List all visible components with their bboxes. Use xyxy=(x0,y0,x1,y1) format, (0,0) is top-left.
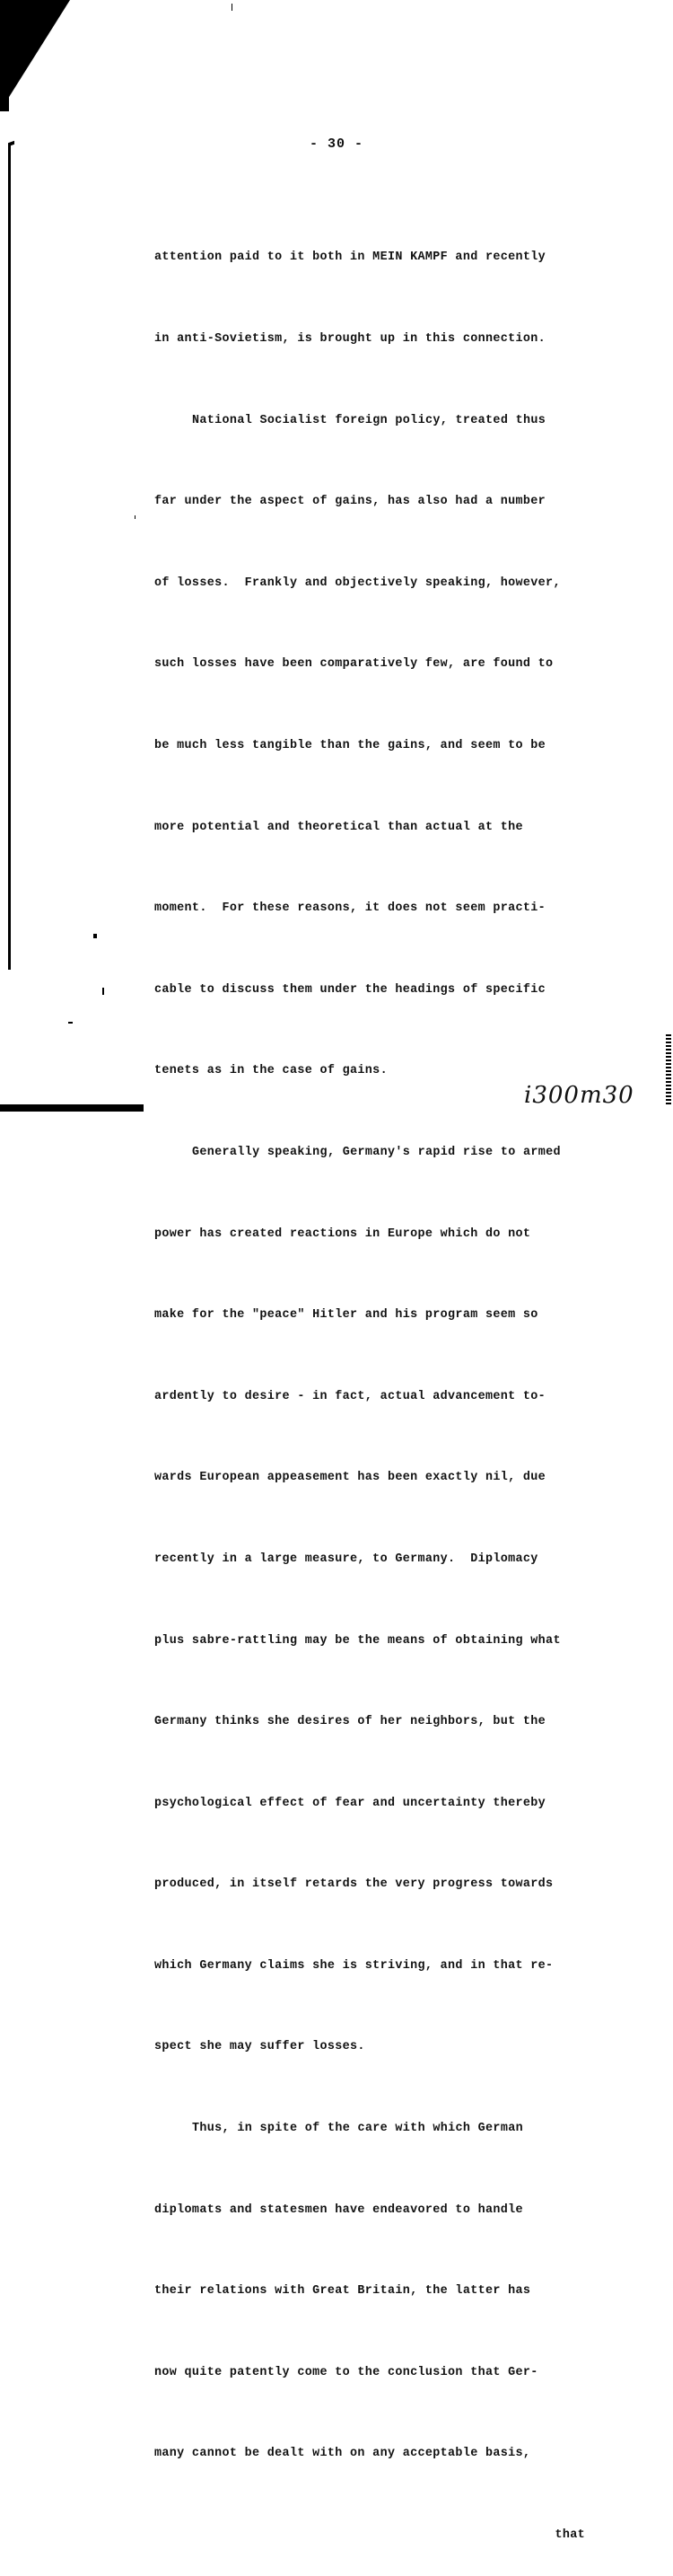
text-line: attention paid to it both in MEIN KAMPF and recently xyxy=(154,251,546,265)
text-line: spect she may suffer losses. xyxy=(154,2040,365,2054)
text-line: in anti-Sovietism, is brought up in this connection. xyxy=(154,332,546,346)
scan-bottom-edge xyxy=(0,1104,144,1112)
paragraph-start-line: National Socialist foreign policy, treated thus xyxy=(192,413,546,427)
text-line: recently in a large measure, to Germany. Diplomacy xyxy=(154,1552,538,1566)
scan-speck xyxy=(93,934,97,938)
text-line: plus sabre-rattling may be the means of obtaining what xyxy=(154,1633,561,1648)
text-line: tenets as in the case of gains. xyxy=(154,1064,388,1078)
scan-corner-fold xyxy=(0,0,70,111)
scan-speck xyxy=(102,988,104,995)
text-line: moment. For these reasons, it does not seem practi- xyxy=(154,901,546,916)
text-line: more potential and theoretical than actual at the xyxy=(154,820,523,834)
text-line: far under the aspect of gains, has also had a number xyxy=(154,495,546,509)
text-line: ardently to desire - in fact, actual advancement to- xyxy=(154,1389,546,1403)
catchword: that xyxy=(555,2528,585,2543)
handwritten-archive-number: i300m30 xyxy=(524,1082,634,1109)
text-line: be much less tangible than the gains, and seem to be xyxy=(154,738,546,752)
document-body xyxy=(154,190,603,2576)
text-line: their relations with Great Britain, the latter has xyxy=(154,2284,531,2299)
text-line: power has created reactions in Europe which do not xyxy=(154,1226,531,1241)
text-line: Germany thinks she desires of her neighbors, but the xyxy=(154,1715,546,1729)
text-line: diplomats and statesmen have endeavored to handle xyxy=(154,2202,523,2217)
text-line: many cannot be dealt with on any acceptable basis, xyxy=(154,2447,531,2461)
text-line: cable to discuss them under the headings of specific xyxy=(154,982,546,997)
scan-left-edge xyxy=(8,144,11,970)
paragraph-start-line: Generally speaking, Germany's rapid rise to armed xyxy=(192,1145,561,1159)
text-line: now quite patently come to the conclusion that Ger- xyxy=(154,2365,538,2379)
text-line: make for the "peace" Hitler and his program seem so xyxy=(154,1308,538,1323)
text-line: wards European appeasement has been exactly nil, due xyxy=(154,1471,546,1485)
text-line: psychological effect of fear and uncertainty thereby xyxy=(154,1796,546,1810)
text-line: of losses. Frankly and objectively speaking, however, xyxy=(154,576,561,590)
text-line: produced, in itself retards the very progress towards xyxy=(154,1877,554,1892)
text-line: such losses have been comparatively few, are found to xyxy=(154,657,554,672)
text-line: which Germany claims she is striving, and in that re- xyxy=(154,1958,554,1973)
paragraph-start-line: Thus, in spite of the care with which German xyxy=(192,2122,523,2136)
scan-speck xyxy=(68,1022,73,1024)
page-number: - 30 - xyxy=(309,136,363,152)
scan-right-edge xyxy=(666,1033,671,1104)
